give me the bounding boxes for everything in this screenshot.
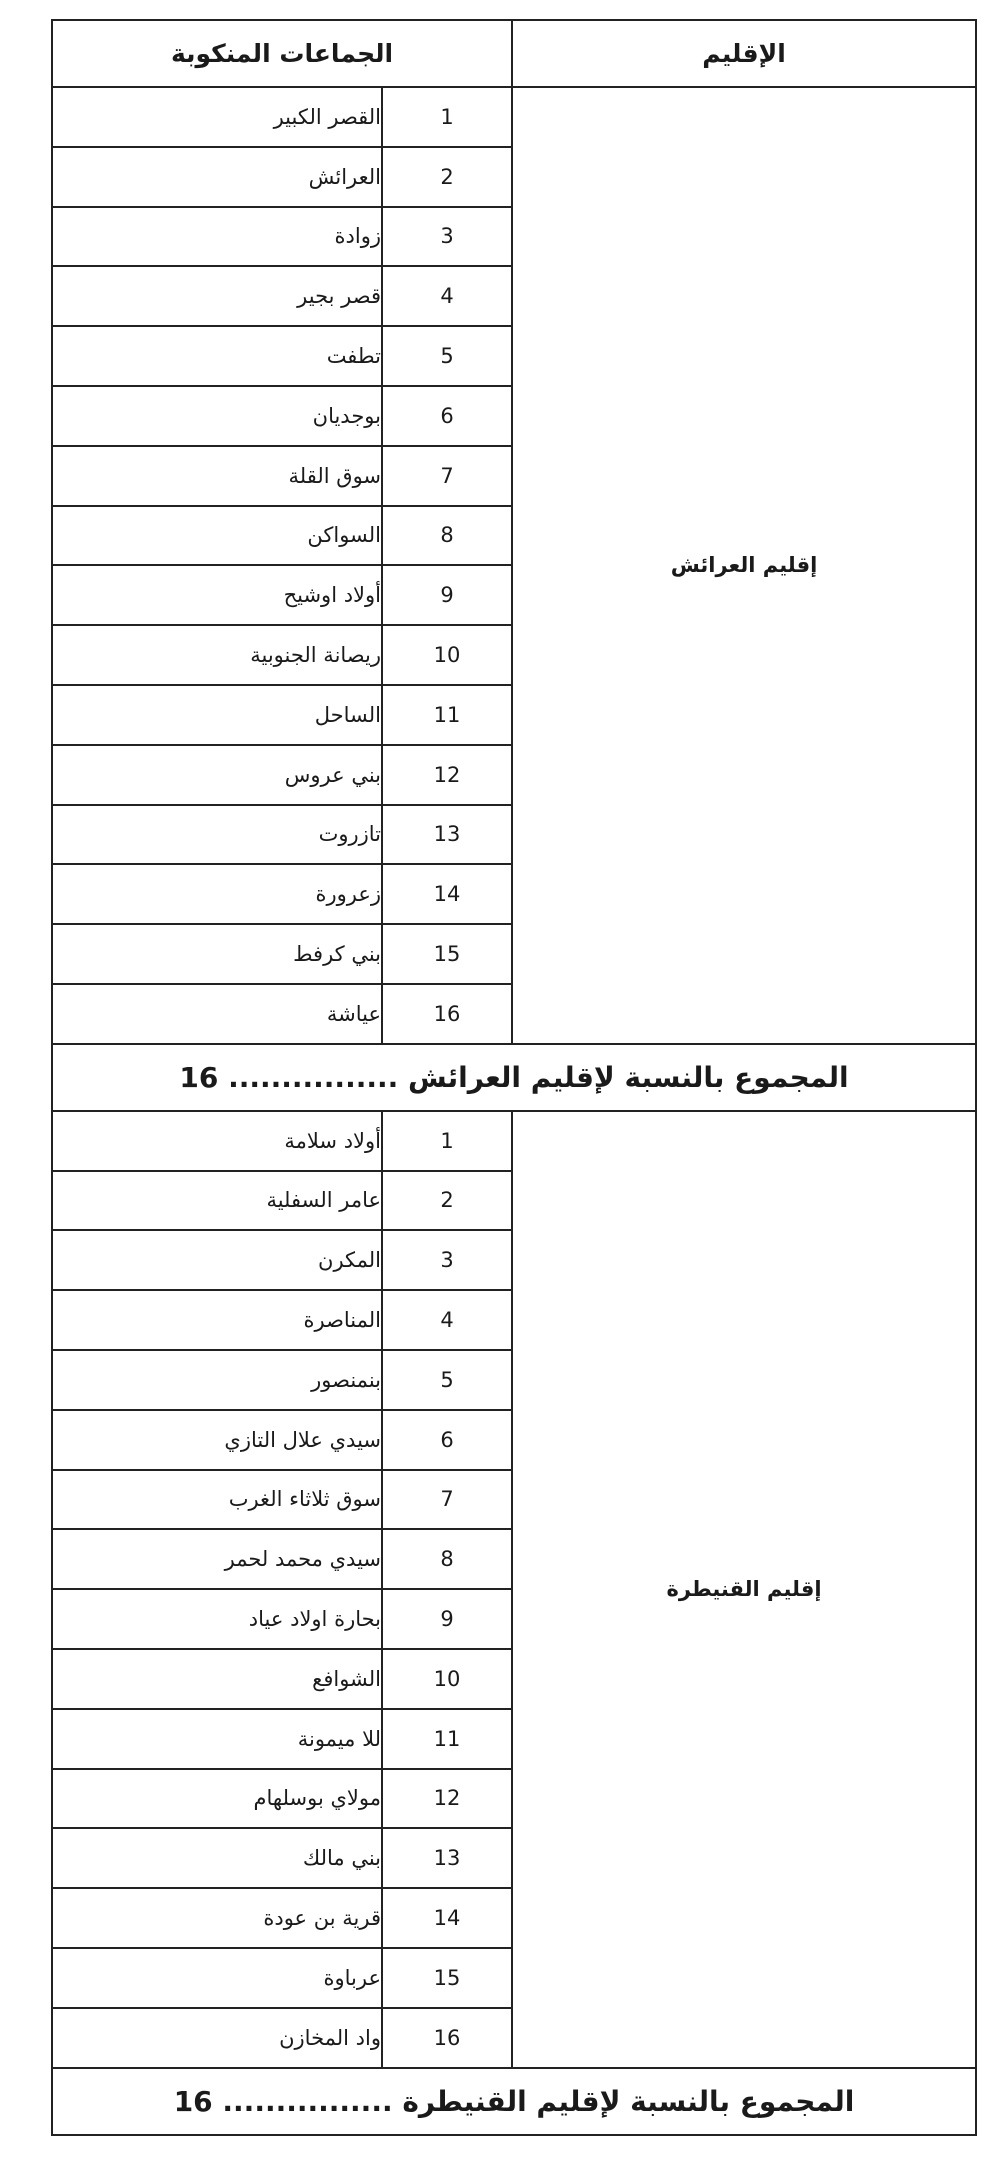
commune-number: 14 <box>382 864 512 924</box>
commune-number: 7 <box>382 446 512 506</box>
table-row <box>52 1111 976 1171</box>
commune-number: 6 <box>382 1410 512 1470</box>
commune-name: أولاد اوشيح <box>52 565 382 625</box>
commune-name: بحارة اولاد عياد <box>52 1589 382 1649</box>
commune-number: 1 <box>382 1111 512 1171</box>
commune-name: بنمنصور <box>52 1350 382 1410</box>
commune-number: 11 <box>382 685 512 745</box>
commune-name: السواكن <box>52 506 382 566</box>
commune-number: 4 <box>382 1290 512 1350</box>
commune-number: 9 <box>382 565 512 625</box>
commune-number: 2 <box>382 147 512 207</box>
commune-name: المناصرة <box>52 1290 382 1350</box>
commune-number: 6 <box>382 386 512 446</box>
commune-name: القصر الكبير <box>52 87 382 147</box>
commune-name: تطفت <box>52 326 382 386</box>
commune-number: 1 <box>382 87 512 147</box>
commune-name: عياشة <box>52 984 382 1044</box>
commune-number: 4 <box>382 266 512 326</box>
commune-name: قصر بجير <box>52 266 382 326</box>
province-name: إقليم القنيطرة <box>512 1111 976 2068</box>
commune-name: سوق القلة <box>52 446 382 506</box>
commune-name: سوق ثلاثاء الغرب <box>52 1470 382 1530</box>
commune-name: عرباوة <box>52 1948 382 2008</box>
communes-column-header: الجماعات المنكوبة <box>52 20 512 87</box>
commune-name: زعرورة <box>52 864 382 924</box>
total-value: 16 <box>179 1060 219 1094</box>
communes-table <box>51 19 977 2136</box>
commune-name: ريصانة الجنوبية <box>52 625 382 685</box>
commune-name: سيدي محمد لحمر <box>52 1529 382 1589</box>
commune-name: بني مالك <box>52 1828 382 1888</box>
total-row <box>52 2068 976 2135</box>
commune-name: مولاي بوسلهام <box>52 1769 382 1829</box>
commune-name: زوادة <box>52 207 382 267</box>
commune-number: 12 <box>382 745 512 805</box>
province-name: إقليم العرائش <box>512 87 976 1044</box>
commune-number: 11 <box>382 1709 512 1769</box>
commune-number: 2 <box>382 1171 512 1231</box>
commune-name: الساحل <box>52 685 382 745</box>
commune-number: 10 <box>382 1649 512 1709</box>
commune-name: تازروت <box>52 805 382 865</box>
commune-number: 8 <box>382 506 512 566</box>
commune-name: أولاد سلامة <box>52 1111 382 1171</box>
total-value: 16 <box>173 2084 213 2118</box>
total-label: المجموع بالنسبة لإقليم القنيطرة ................ <box>222 2084 855 2118</box>
commune-name: قرية بن عودة <box>52 1888 382 1948</box>
header-row <box>52 20 976 87</box>
commune-number: 13 <box>382 1828 512 1888</box>
commune-number: 16 <box>382 984 512 1044</box>
commune-number: 5 <box>382 1350 512 1410</box>
commune-number: 9 <box>382 1589 512 1649</box>
commune-number: 5 <box>382 326 512 386</box>
commune-number: 12 <box>382 1769 512 1829</box>
province-column-header: الإقليم <box>512 20 976 87</box>
commune-name: سيدي علال التازي <box>52 1410 382 1470</box>
commune-name: للا ميمونة <box>52 1709 382 1769</box>
commune-number: 3 <box>382 1230 512 1290</box>
commune-number: 15 <box>382 924 512 984</box>
commune-number: 14 <box>382 1888 512 1948</box>
province-total <box>52 1044 976 1111</box>
table-body <box>52 87 976 2135</box>
commune-name: بني عروس <box>52 745 382 805</box>
commune-number: 3 <box>382 207 512 267</box>
commune-name: العرائش <box>52 147 382 207</box>
commune-name: الشوافع <box>52 1649 382 1709</box>
commune-number: 16 <box>382 2008 512 2068</box>
commune-number: 13 <box>382 805 512 865</box>
total-label: المجموع بالنسبة لإقليم العرائش ................ <box>228 1060 849 1094</box>
commune-name: بوجديان <box>52 386 382 446</box>
commune-name: واد المخازن <box>52 2008 382 2068</box>
province-total <box>52 2068 976 2135</box>
commune-name: بني كرفط <box>52 924 382 984</box>
commune-number: 8 <box>382 1529 512 1589</box>
commune-number: 7 <box>382 1470 512 1530</box>
total-row <box>52 1044 976 1111</box>
commune-number: 15 <box>382 1948 512 2008</box>
commune-name: المكرن <box>52 1230 382 1290</box>
table-row <box>52 87 976 147</box>
commune-name: عامر السفلية <box>52 1171 382 1231</box>
commune-number: 10 <box>382 625 512 685</box>
